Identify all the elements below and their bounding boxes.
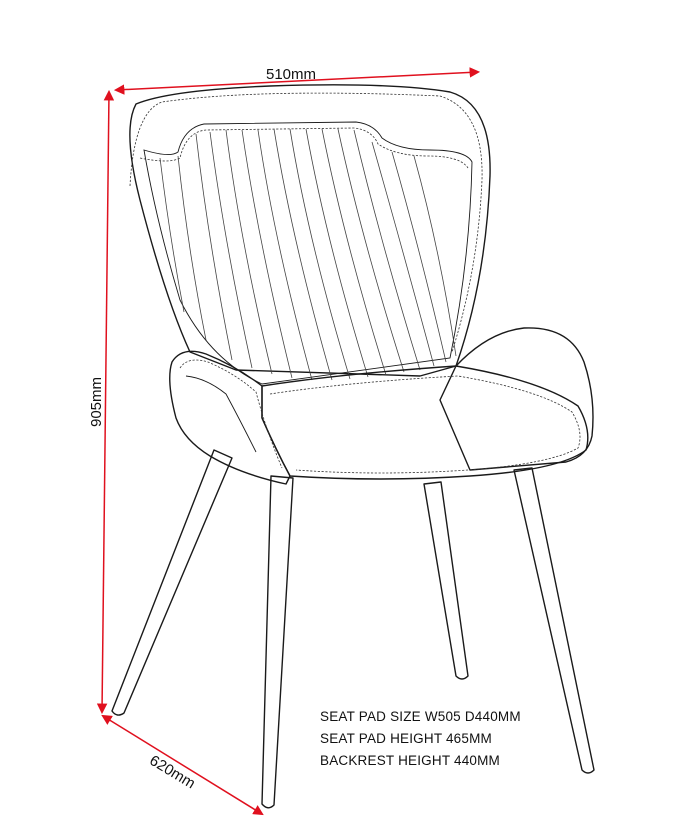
- back-right-outer-leg: [514, 468, 594, 773]
- height-dimension: [88, 92, 109, 712]
- rib: [226, 130, 272, 374]
- rib: [160, 158, 184, 312]
- depth-label: 620mm: [146, 751, 199, 793]
- seat-cushion: [262, 366, 588, 479]
- rib: [354, 130, 420, 370]
- back-right-inner-leg: [424, 482, 468, 679]
- right-wing: [440, 328, 593, 470]
- rib: [338, 129, 404, 372]
- depth-dimension-line: [103, 716, 262, 814]
- width-label: 510mm: [265, 66, 317, 83]
- height-label: 905mm: [88, 376, 105, 428]
- backrest-stitch-top: [140, 128, 468, 168]
- rib: [274, 129, 332, 380]
- left-wing-stitch: [180, 360, 282, 468]
- rib: [372, 142, 434, 366]
- backrest-inner-panel: [144, 122, 472, 384]
- depth-dimension: [103, 716, 262, 814]
- chair-illustration: [112, 85, 594, 808]
- width-dimension: [116, 66, 478, 90]
- seat-stitch: [270, 376, 580, 473]
- spec-seat-pad-height: SEAT PAD HEIGHT 465MM: [320, 731, 492, 746]
- front-left-leg: [112, 450, 232, 715]
- rib: [258, 130, 312, 380]
- backrest-stitch-edge: [130, 93, 482, 352]
- front-right-leg: [262, 476, 293, 808]
- rib: [392, 152, 446, 362]
- left-wing-inner-line: [186, 376, 256, 452]
- rib: [242, 130, 292, 378]
- rib: [196, 134, 232, 360]
- spec-seat-pad-size: SEAT PAD SIZE W505 D440MM: [320, 709, 521, 724]
- rib: [322, 129, 386, 375]
- spec-backrest-height: BACKREST HEIGHT 440MM: [320, 753, 500, 768]
- backrest-ribs: [160, 129, 456, 380]
